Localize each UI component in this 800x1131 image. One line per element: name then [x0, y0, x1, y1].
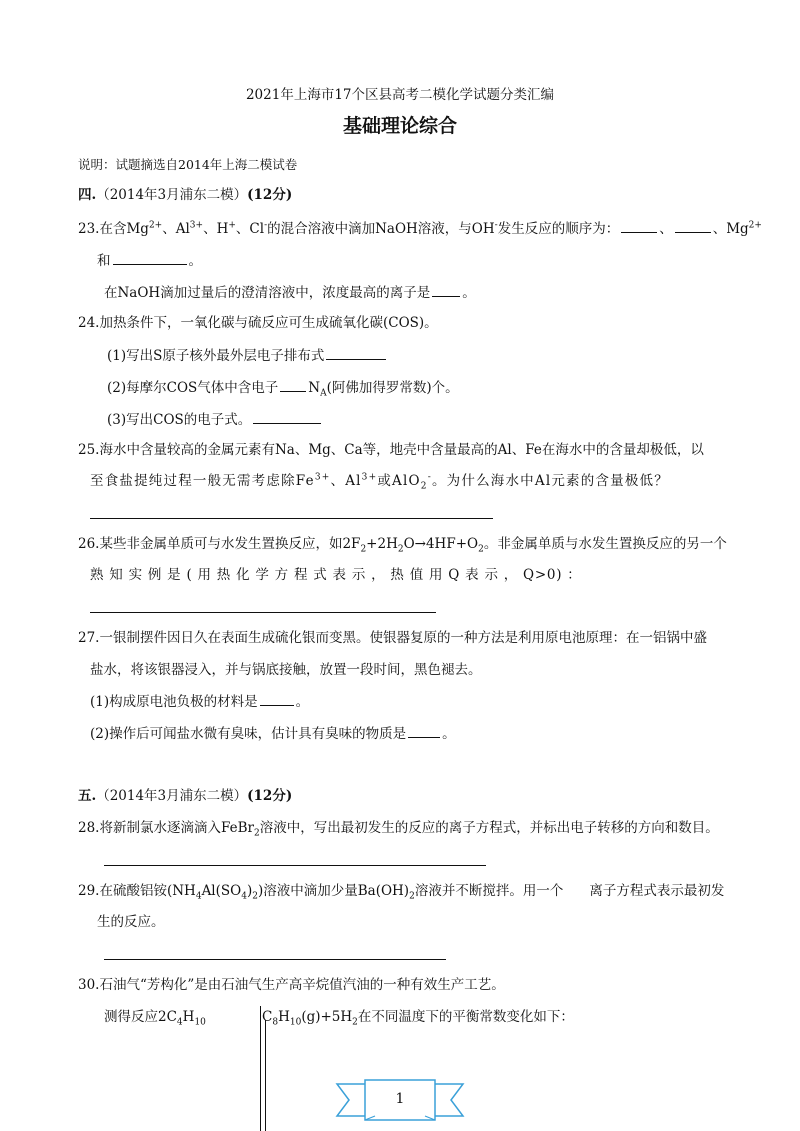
q30-line-2a: 测得反应$2C_4H_{10}$: [104, 1009, 206, 1028]
q30-line-2b: $C_8H_{10}(g)+5H_2$在不同温度下的平衡常数变化如下：: [262, 1009, 574, 1028]
drawing-line: [260, 1006, 261, 1131]
note: 说明：试题摘选自2014年上海二模试卷: [78, 157, 298, 172]
q28-answer-line[interactable]: [104, 865, 486, 866]
series-title: 2021年上海市17个区县高考二模化学试题分类汇编: [245, 87, 555, 103]
q24-part-1: (1)写出S原子核外最外层电子排布式: [107, 346, 388, 365]
q27-line-1: 27.一银制摆件因日久在表面生成硫化银而变黑。使银器复原的一种方法是利用原电池原理：在一铝锅中盛: [78, 630, 707, 646]
q24-answer-blank-3[interactable]: [253, 410, 321, 424]
q23-answer-blank-3[interactable]: [113, 251, 187, 265]
q29-line-2: 生的反应。: [97, 914, 165, 930]
q24-part-2: (2)每摩尔COS气体中含电子 $N_A$(阿佛加得罗常数)个。: [107, 380, 459, 399]
q25-line-2: 至食盐提纯过程一般无需考虑除$Fe^{3+}$、$Al^{3+}$或AlO$_2$-。为什么海水中Al元素的含量极低？: [90, 472, 669, 492]
q25-answer-line[interactable]: [90, 518, 493, 519]
q23-line-3: 在NaOH滴加过量后的澄清溶液中，浓度最高的离子是 。: [104, 285, 476, 301]
q26-line-2: 熟 知 实 例 是 ( 用 热 化 学 方 程 式 表 示 ， 热 值 用 Q 表 示 ， Q>0) ：: [90, 567, 582, 583]
q23-line-2: 和 。: [97, 253, 202, 269]
q30-line-1: 30.石油气“芳构化”是由石油气生产高辛烷值汽油的一种有效生产工艺。: [78, 977, 505, 993]
q27-part-1: (1)构成原电池负极的材料是 。: [90, 694, 310, 710]
q23-line-1: 23.在含$Mg^{2+}$、$Al^{3+}$、H+、Cl-的混合溶液中滴加NaOH溶液，与OH-发生反应的顺序为： 、 、$Mg^{2+}$: [78, 220, 762, 237]
q24-answer-blank-1[interactable]: [326, 346, 386, 360]
q23-answer-blank-4[interactable]: [432, 283, 460, 297]
q23-answer-blank-1[interactable]: [621, 219, 657, 233]
q27-answer-blank-2[interactable]: [408, 724, 440, 738]
q27-answer-blank-1[interactable]: [260, 692, 294, 706]
q24-stem: 24.加热条件下，一氧化碳与硫反应可生成硫氧化碳(COS)。: [78, 315, 438, 331]
q27-part-2: (2)操作后可闻盐水微有臭味，估计具有臭味的物质是 。: [90, 726, 456, 742]
q26-answer-line[interactable]: [90, 612, 436, 613]
drawing-line-2: [265, 1020, 266, 1131]
q23-answer-blank-2[interactable]: [675, 219, 711, 233]
section-4-heading: 四.（2014年3月浦东二模）(12分): [78, 187, 293, 203]
q29-answer-line[interactable]: [104, 959, 446, 960]
q24-answer-blank-2[interactable]: [280, 378, 306, 392]
q24-part-3: (3)写出COS的电子式。: [107, 410, 323, 429]
section-5-heading: 五.（2014年3月浦东二模）(12分): [78, 788, 293, 804]
q25-line-1: 25.海水中含量较高的金属元素有Na、Mg、Ca等，地壳中含量最高的Al、Fe在海水中的含量却极低，以: [78, 442, 704, 458]
topic-title: 基础理论综合: [342, 115, 457, 137]
q26-line-1: 26.某些非金属单质可与水发生置换反应，如$2F_2+2H_2O\to 4HF+O_2$。非金属单质与水发生置换反应的另一个: [78, 536, 727, 555]
q29-line-1: 29.在硫酸铝铵$(NH_4Al(SO_4)_2)$溶液中滴加少量$Ba(OH)_2$溶液并不断搅拌。用一个 离子方程式表示最初发: [78, 883, 725, 902]
q27-line-2: 盐水，将该银器浸入，并与锅底接触，放置一段时间，黑色褪去。: [90, 662, 482, 678]
q28-line-1: 28.将新制氯水逐滴滴入FeBr$_2$溶液中，写出最初发生的反应的离子方程式，并标出电子转移的方向和数目。: [78, 820, 719, 839]
page-number: 1: [395, 1091, 405, 1107]
